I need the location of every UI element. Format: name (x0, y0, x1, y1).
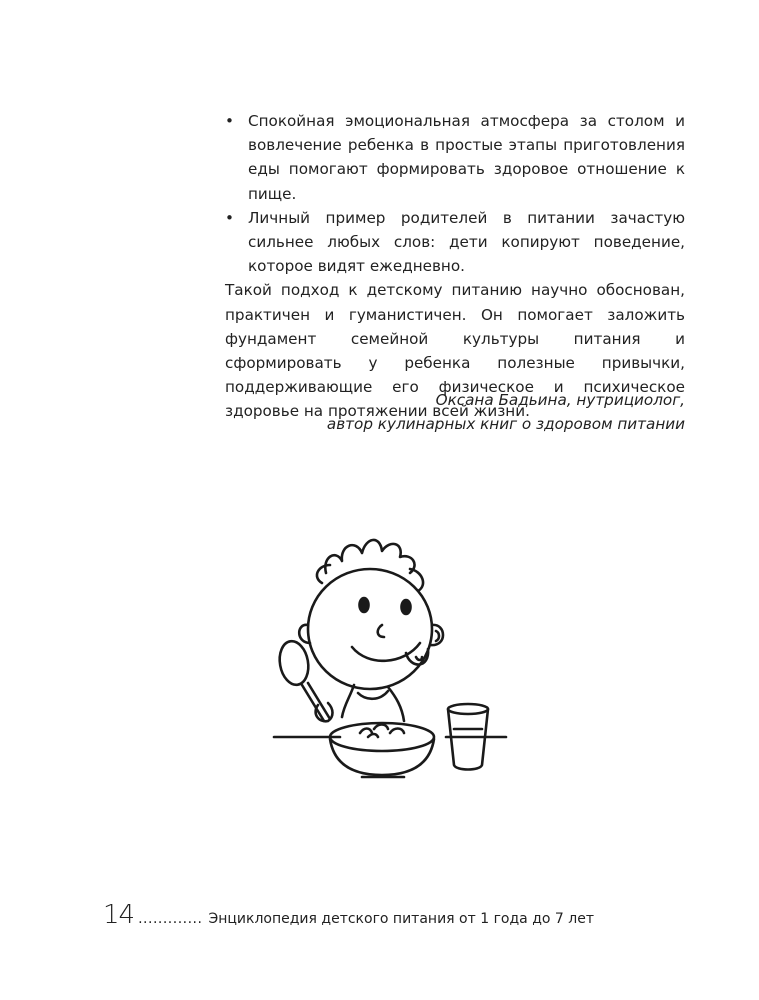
page-footer (103, 900, 594, 930)
book-title: Энциклопедия детского питания от 1 года до 7 лет (208, 911, 594, 927)
body-paragraph: Такой подход к детскому питанию научно обоснован, практичен и гуманистичен. Он помогает заложить фундамент семейной культуры питания и сформировать у ребенка полезные привычки, поддерживающие его физическое и психическое здоровье на протяжении всей жизни. (225, 281, 685, 421)
page-number: 14 (103, 900, 135, 930)
dot-leader: ............. (138, 911, 203, 927)
bullet-list (225, 109, 685, 278)
bullet-item-2: • Личный пример родителей в питании зачастую сильнее любых слов: дети копируют поведение, которое видят ежедневно. (225, 206, 685, 279)
bullet-item-1: • Спокойная эмоциональная атмосфера за столом и вовлечение ребенка в простые этапы приготовления еды помогают формировать здоровое отношение к пище. (225, 109, 685, 206)
author-name-line: Оксана Бадьина, нутрициолог, (435, 391, 685, 409)
child-eating-porridge-icon (270, 525, 510, 785)
main-text (225, 109, 685, 424)
author-title-line: автор кулинарных книг о здоровом питании (326, 415, 685, 434)
author-signature (327, 388, 685, 436)
